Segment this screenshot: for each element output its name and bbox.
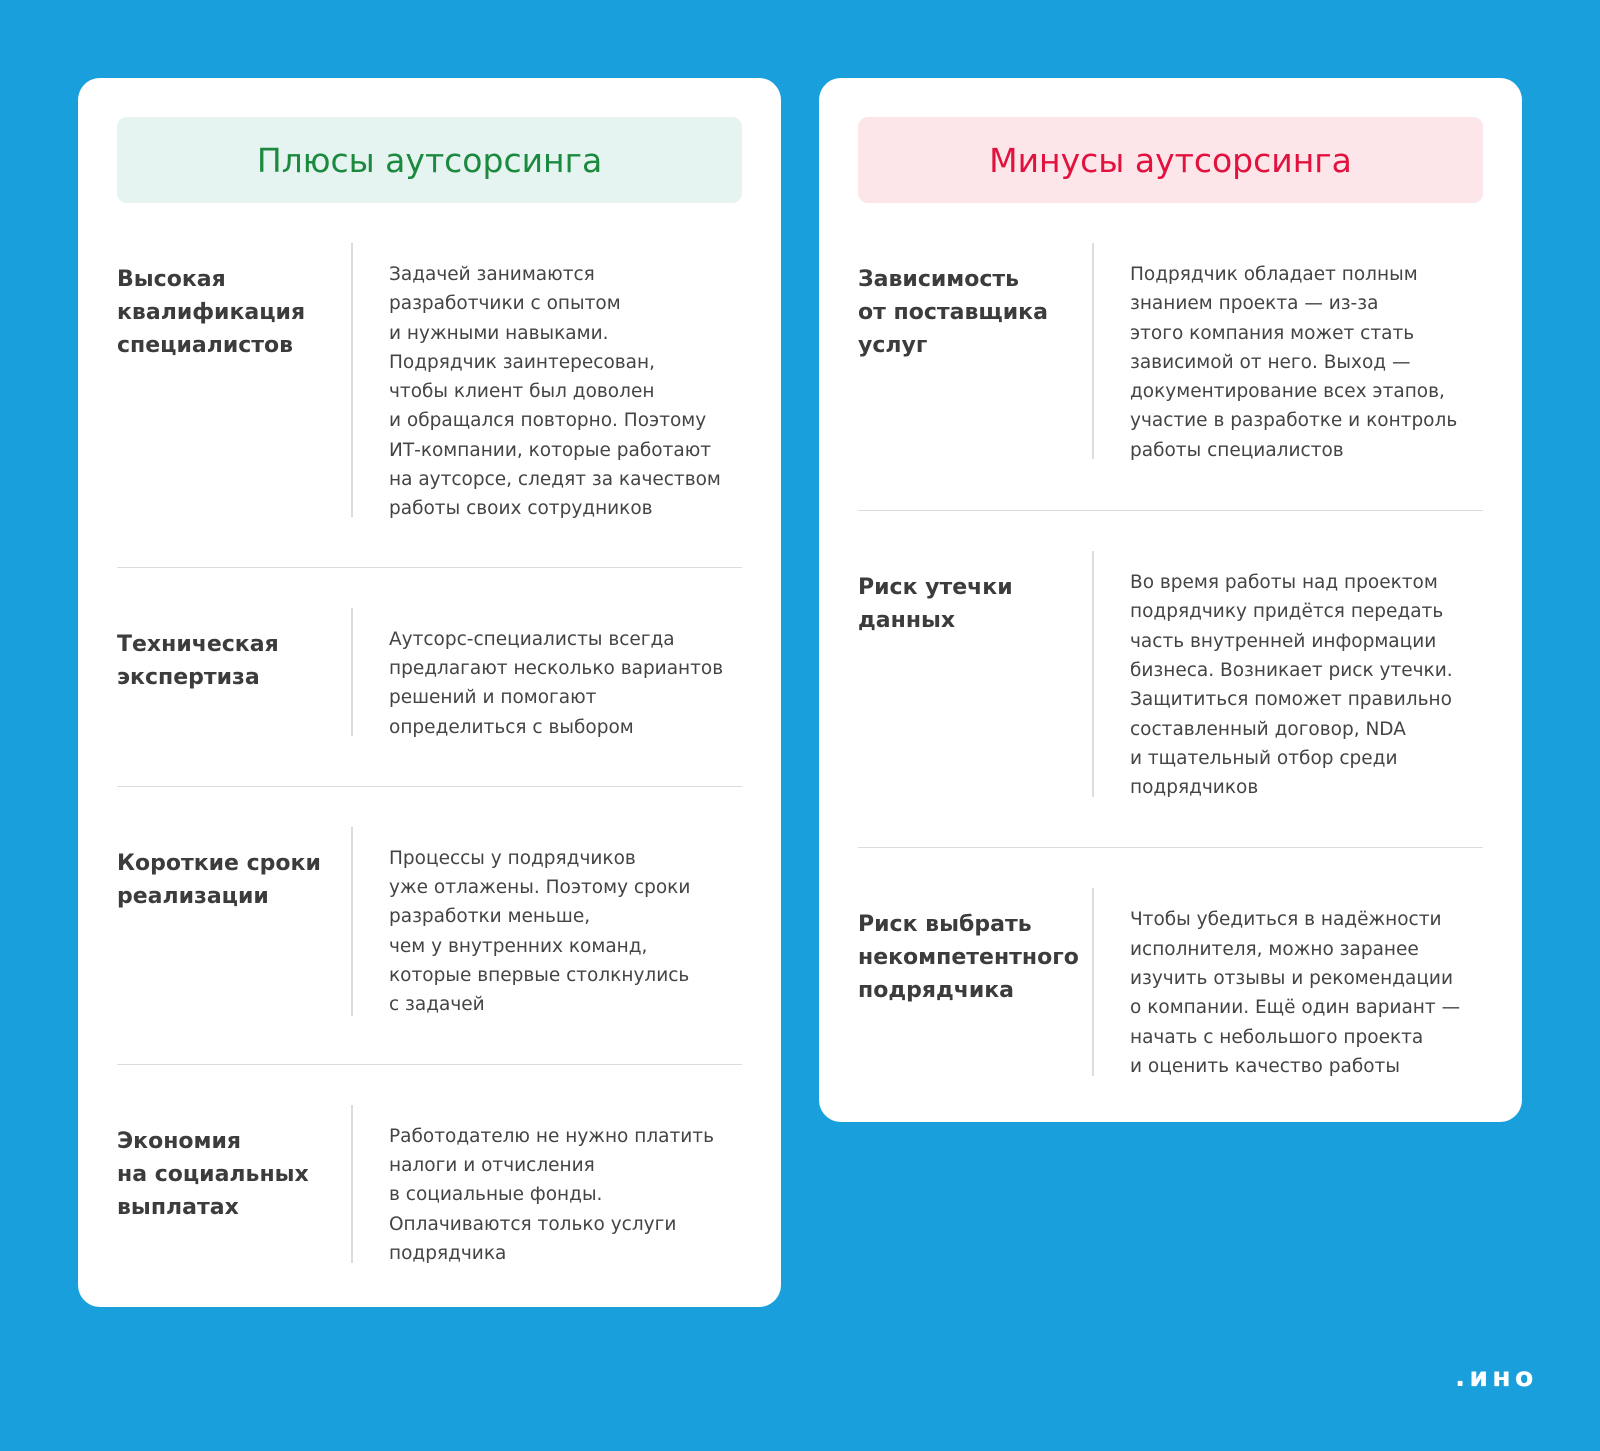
- pros-row-text: Аутсорс-специалисты всегда предлагают несколько вариантов решений и помогают определиться с выбором: [389, 628, 724, 738]
- cons-row-title: Риск утечки данных: [858, 575, 1013, 634]
- pros-row-text: Работодателю не нужно платить налоги и отчисления в социальные фонды. Оплачиваются только услуги подрядчика: [389, 1125, 714, 1264]
- cons-row-text: Чтобы убедиться в надёжности исполнителя, можно заранее изучить отзывы и рекомендации о компании. Ещё один вариант — начать с небольшого проекта и оценить качество работы: [1130, 909, 1461, 1077]
- pros-row: [117, 608, 742, 787]
- pros-row: [117, 1105, 742, 1268]
- cons-header: Минусы аутсорсинга: [858, 117, 1483, 203]
- cons-row: [858, 551, 1483, 848]
- pros-row-title: Экономия на социальных выплатах: [117, 1128, 309, 1220]
- pros-row-title: Короткие сроки реализации: [117, 850, 321, 909]
- cons-card: [819, 78, 1522, 1122]
- pros-row-title: Высокая квалификация специалистов: [117, 267, 306, 358]
- cons-row-text: Во время работы над проектом подрядчику придётся передать часть внутренней информации бизнеса. Возникает риск утечки. Защититься поможет правильно составленный договор, NDA и тщательный отбор среди подрядчиков: [1130, 572, 1453, 799]
- pros-row-title: Техническая экспертиза: [117, 631, 279, 690]
- pros-row-text: Задачей занимаются разработчики с опытом и нужными навыками. Подрядчик заинтересован, чтобы клиент был доволен и обращался повторно. Поэтому ИТ-компании, которые работают на аутсорсе, следят за качеством работы своих сотрудников: [389, 264, 721, 520]
- pros-row: [117, 827, 742, 1065]
- cons-row: [858, 243, 1483, 511]
- ino-logo: .ино: [1455, 1362, 1538, 1393]
- pros-row: [117, 243, 742, 568]
- cons-row: [858, 888, 1483, 1081]
- cons-row-text: Подрядчик обладает полным знанием проекта — из-за этого компания может стать зависимой от него. Выход — документирование всех этапов, участие в разработке и контроль работы специалистов: [1130, 264, 1458, 461]
- pros-header: Плюсы аутсорсинга: [117, 117, 742, 203]
- pros-row-text: Процессы у подрядчиков уже отлажены. Поэтому сроки разработки меньше, чем у внутренних команд, которые впервые столкнулись с задачей: [389, 847, 691, 1016]
- cons-row-title: Риск выбрать некомпетентного подрядчика: [858, 912, 1079, 1004]
- pros-card: [78, 78, 781, 1307]
- cons-row-title: Зависимость от поставщика услуг: [858, 267, 1048, 358]
